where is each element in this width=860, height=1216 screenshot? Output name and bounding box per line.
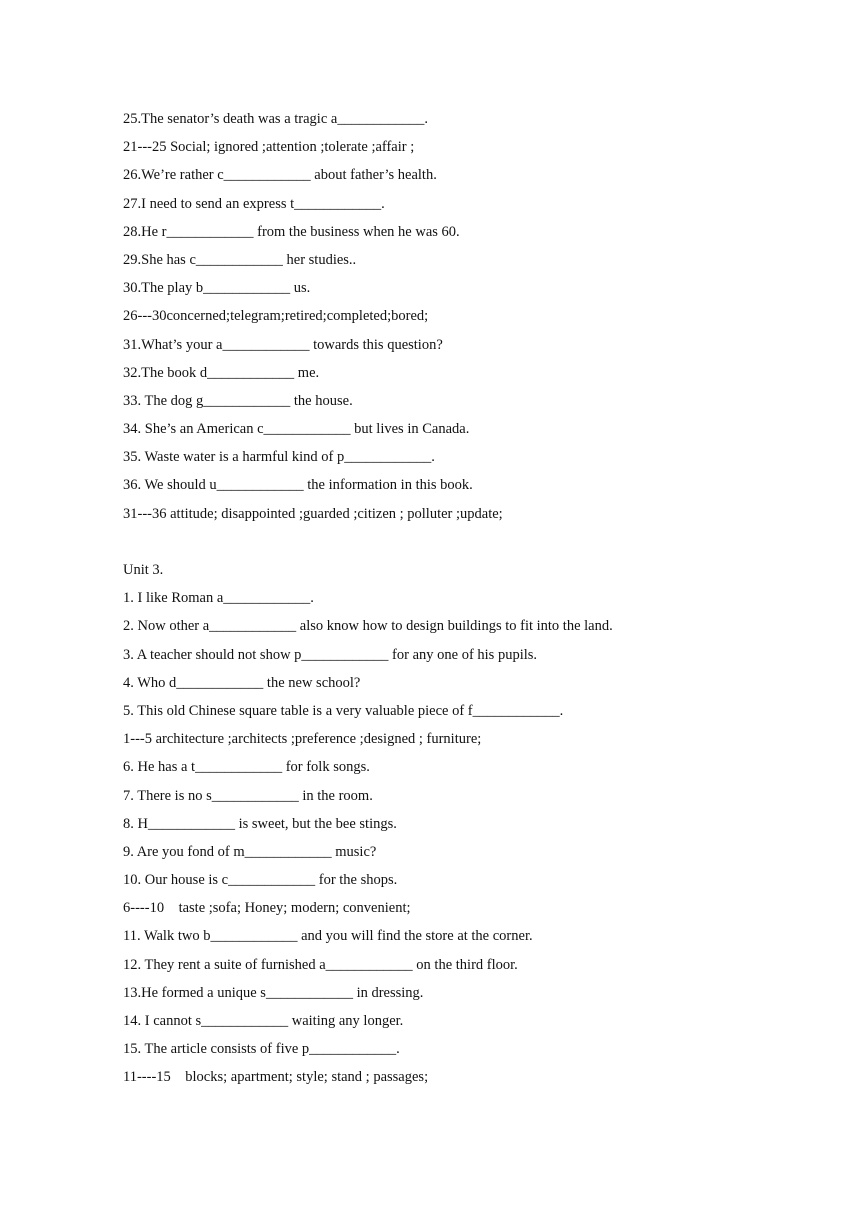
exercise-line: 13.He formed a unique s____________ in dressing. [123, 984, 424, 1001]
exercise-line: 31.What’s your a____________ towards this question? [123, 336, 443, 353]
exercise-line: 1. I like Roman a____________. [123, 590, 314, 607]
exercise-line: 28.He r____________ from the business when he was 60. [123, 223, 460, 240]
exercise-line: 33. The dog g____________ the house. [123, 392, 353, 409]
blank-line [123, 531, 763, 559]
exercise-line: 6. He has a t____________ for folk songs. [123, 759, 370, 776]
exercise-line: 8. H____________ is sweet, but the bee stings. [123, 815, 397, 832]
exercise-line: 12. They rent a suite of furnished a____________ on the third floor. [123, 956, 518, 973]
exercise-line: 26.We’re rather c____________ about father’s health. [123, 167, 437, 184]
answer-key-line: 26---30concerned;telegram;retired;completed;bored; [123, 308, 429, 325]
answer-key-line: 31---36 attitude; disappointed ;guarded ;citizen ; polluter ;update; [123, 505, 503, 522]
exercise-line: 3. A teacher should not show p____________ for any one of his pupils. [123, 646, 538, 663]
exercise-line: 15. The article consists of five p____________. [123, 1041, 400, 1058]
exercise-line: 10. Our house is c____________ for the shops. [123, 872, 398, 889]
exercise-line: 7. There is no s____________ in the room. [123, 787, 373, 804]
exercise-line: 36. We should u____________ the information in this book. [123, 477, 473, 494]
exercise-line: 5. This old Chinese square table is a very valuable piece of f____________. [123, 702, 564, 719]
exercise-line: 35. Waste water is a harmful kind of p____________. [123, 449, 435, 466]
exercise-line: 9. Are you fond of m____________ music? [123, 843, 377, 860]
answer-key-line: 21---25 Social; ignored ;attention ;tolerate ;affair ; [123, 139, 415, 156]
exercise-line: 30.The play b____________ us. [123, 280, 311, 297]
exercise-line: 11. Walk two b____________ and you will find the store at the corner. [123, 928, 533, 945]
answer-key-line: 6----10 taste ;sofa; Honey; modern; convenient; [123, 900, 411, 917]
section-heading: Unit 3. [123, 562, 164, 578]
exercise-line: 32.The book d____________ me. [123, 364, 320, 381]
exercise-line: 25.The senator’s death was a tragic a____________. [123, 111, 428, 127]
exercise-line: 14. I cannot s____________ waiting any longer. [123, 1013, 404, 1029]
exercise-line: 34. She’s an American c____________ but lives in Canada. [123, 421, 470, 438]
exercise-line: 27.I need to send an express t____________. [123, 195, 385, 212]
exercise-line: 2. Now other a____________ also know how to design buildings to fit into the land. [123, 618, 613, 635]
answer-key-line: 1---5 architecture ;architects ;preference ;designed ; furniture; [123, 731, 482, 748]
exercise-text [123, 108, 763, 1095]
exercise-line: 29.She has c____________ her studies.. [123, 251, 357, 268]
answer-key-line: 11----15 blocks; apartment; style; stand ; passages; [123, 1069, 429, 1086]
exercise-line: 4. Who d____________ the new school? [123, 674, 361, 691]
